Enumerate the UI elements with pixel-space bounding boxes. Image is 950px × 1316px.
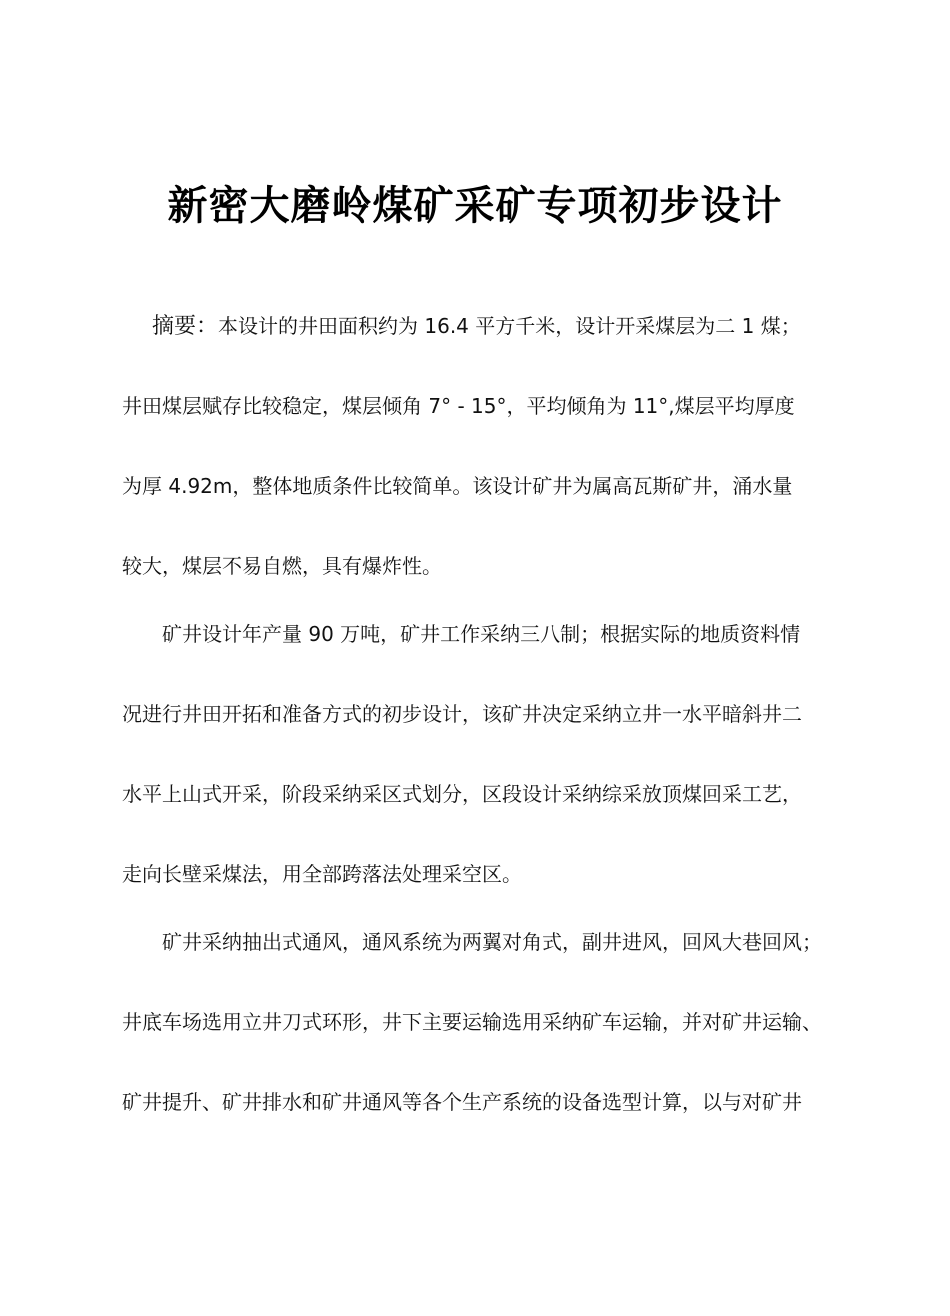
paragraph-line: 况进行井田开拓和准备方式的初步设计，该矿井决定采纳立井一水平暗斜井二 bbox=[122, 702, 802, 726]
paragraph-line: 为厚 4.92m，整体地质条件比较简单。该设计矿井为属高瓦斯矿井，涌水量 bbox=[122, 474, 793, 498]
abstract-label: 摘要： bbox=[152, 314, 219, 339]
paragraph-line: 矿井采纳抽出式通风，通风系统为两翼对角式，副井进风，回风大巷回风； bbox=[162, 930, 822, 954]
paragraph-line: 较大，煤层不易自燃，具有爆炸性。 bbox=[122, 554, 442, 578]
abstract-line-1 bbox=[152, 312, 801, 341]
paragraph-line: 水平上山式开采，阶段采纳采区式划分，区段设计采纳综采放顶煤回采工艺， bbox=[122, 782, 802, 806]
document-title: 新密大磨岭煤矿采矿专项初步设计 bbox=[167, 183, 783, 229]
paragraph-line: 走向长壁采煤法，用全部跨落法处理采空区。 bbox=[122, 862, 522, 886]
paragraph-line: 矿井设计年产量 90 万吨，矿井工作采纳三八制；根据实际的地质资料情 bbox=[162, 622, 801, 646]
paragraph-line: 矿井提升、矿井排水和矿井通风等各个生产系统的设备选型计算，以与对矿井 bbox=[122, 1090, 802, 1114]
abstract-text: 本设计的井田面积约为 16.4 平方千米，设计开采煤层为二 1 煤； bbox=[218, 314, 801, 338]
paragraph-line: 井底车场选用立井刀式环形，井下主要运输选用采纳矿车运输，并对矿井运输、 bbox=[122, 1010, 822, 1034]
paragraph-line: 井田煤层赋存比较稳定，煤层倾角 7° - 15°，平均倾角为 11°,煤层平均厚度 bbox=[122, 394, 795, 418]
